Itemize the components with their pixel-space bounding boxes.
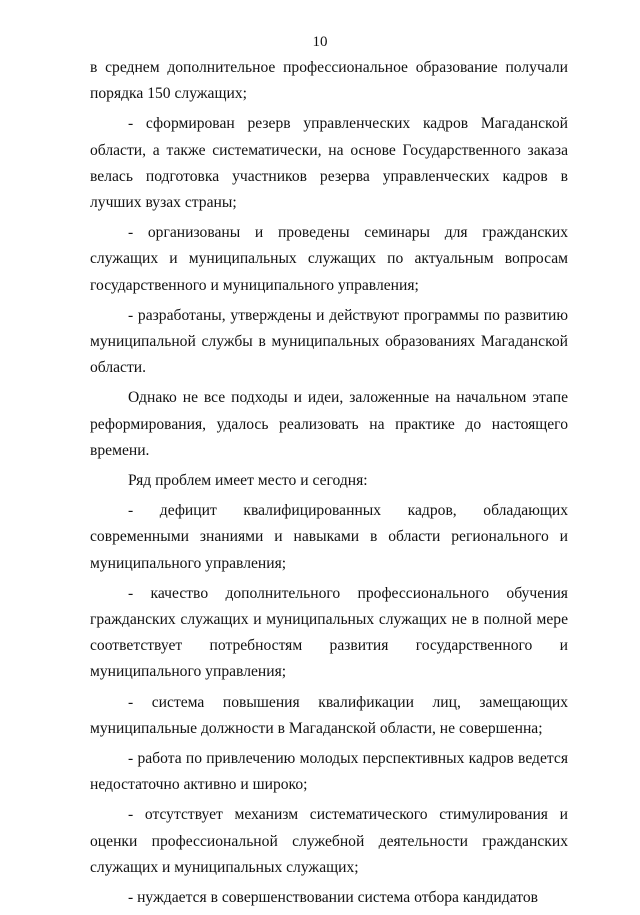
paragraph-1: в среднем дополнительное профессиональное образование получали порядка 150 служащих; xyxy=(90,59,568,103)
paragraph-11: - отсутствует механизм систематического стимулирования и оценки профессиональной служебной деятельности гражданских служащих и муниципальных служащих; xyxy=(90,806,568,876)
paragraph-10: - работа по привлечению молодых перспективных кадров ведется недостаточно активно и широко; xyxy=(90,750,568,794)
paragraph-5: Однако не все подходы и идеи, заложенные на начальном этапе реформирования, удалось реализовать на практике до настоящего времени. xyxy=(90,389,568,459)
paragraph-8: - качество дополнительного профессионального обучения гражданских служащих и муниципальных служащих не в полной мере соответствует потребностям развития государственного и муниципального управления; xyxy=(90,584,568,681)
paragraph-4: - разработаны, утверждены и действуют программы по развитию муниципальной службы в муниципальных образованиях Магаданской области. xyxy=(90,306,568,377)
paragraph-6: Ряд проблем имеет место и сегодня: xyxy=(128,472,368,490)
paragraph-12: - нуждается в совершенствовании система отбора кандидатов xyxy=(128,889,538,907)
paragraph-3: - организованы и проведены семинары для гражданских служащих и муниципальных служащих по актуальным вопросам государственного и муниципального управления; xyxy=(90,224,568,294)
page-number: 10 xyxy=(312,34,328,50)
body-text xyxy=(90,55,568,915)
paragraph-2: - сформирован резерв управленческих кадров Магаданской области, а также систематически, на основе Государственного заказа велась подготовка участников резерва управленческих кадров в лучших вузах страны; xyxy=(90,115,568,212)
paragraph-9: - система повышения квалификации лиц, замещающих муниципальные должности в Магаданской области, не совершенна; xyxy=(90,693,568,737)
paragraph-7: - дефицит квалифицированных кадров, обладающих современными знаниями и навыками в области регионального и муниципального управления; xyxy=(90,502,568,572)
